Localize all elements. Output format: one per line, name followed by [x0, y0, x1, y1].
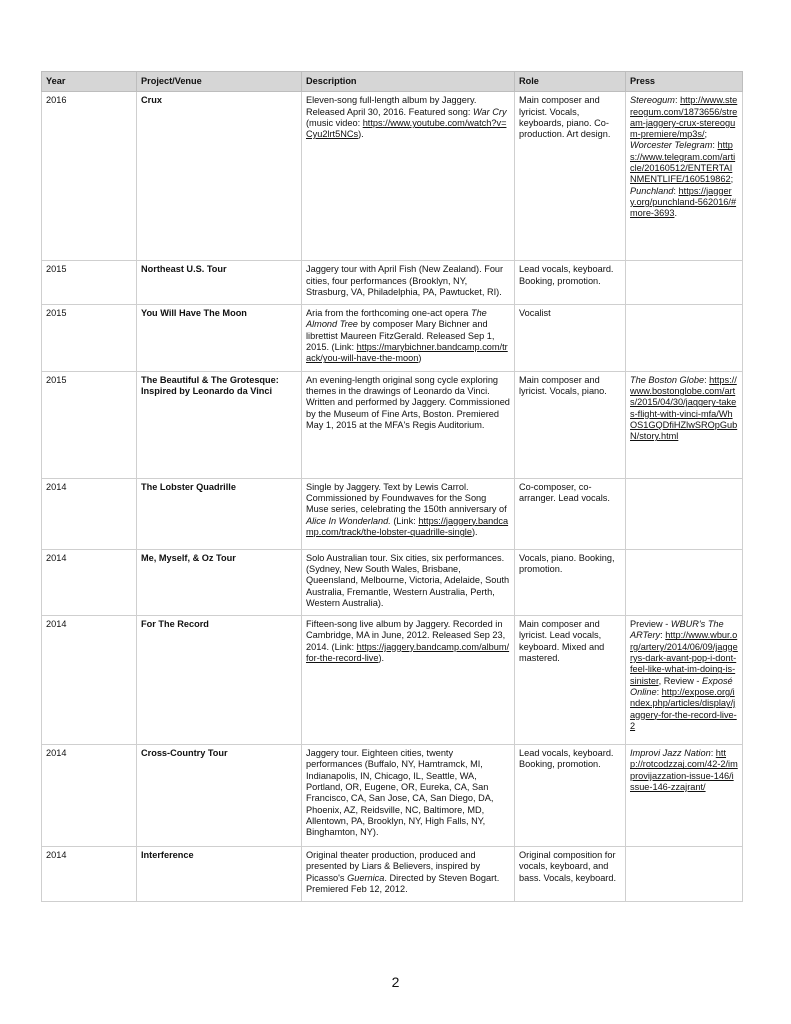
description-text: . Directed by Steven Bogart. Premiered Feb 12, 2012. — [306, 872, 500, 895]
cell-role: Vocals, piano. Booking, promotion. — [515, 549, 626, 615]
press-link[interactable]: https://www.telegram.com/article/20160512/ENTERTAINMENTLIFE/160519862 — [630, 140, 736, 185]
cell-year: 2014 — [42, 847, 137, 902]
cell-press — [626, 261, 743, 305]
table-row — [42, 847, 743, 902]
cell-project-venue: The Lobster Quadrille — [137, 478, 302, 549]
cell-role: Vocalist — [515, 305, 626, 371]
projects-table — [41, 71, 743, 902]
cell-year: 2014 — [42, 616, 137, 745]
press-text: Exposé Online — [630, 675, 733, 697]
press-text: , Review - — [658, 675, 702, 686]
press-link[interactable]: https://jaggery.org/punchland-562016/#more-3693 — [630, 185, 737, 219]
cell-project-venue: Cross-Country Tour — [137, 745, 302, 847]
cell-year: 2016 — [42, 92, 137, 261]
description-text: Aria from the forthcoming one-act opera — [306, 308, 471, 319]
header-description: Description — [302, 72, 515, 92]
cell-press — [626, 549, 743, 615]
cell-press — [626, 305, 743, 371]
cell-project-venue: You Will Have The Moon — [137, 305, 302, 371]
description-text: ) — [418, 353, 422, 364]
description-link[interactable]: https://marybichner.bandcamp.com/track/you-will-have-the-moon — [306, 342, 508, 364]
description-link[interactable]: https://jaggery.bandcamp.com/album/for-the-record-live — [306, 641, 510, 664]
cell-description — [302, 92, 515, 261]
table-row — [42, 478, 743, 549]
press-text: : — [673, 185, 679, 196]
table-body — [42, 92, 743, 902]
press-link[interactable]: https://www.bostonglobe.com/arts/2015/04/30/jaggery-takes-flight-with-vinci-mfa/WhOS1GQDfiHZlwSROpGubN/story.html — [630, 374, 738, 442]
press-text: Improvi Jazz Nation — [630, 748, 711, 759]
description-text: ). — [358, 129, 364, 140]
description-text: An evening-length original song cycle exploring themes in the drawings of Leonardo da Vinci. Written and performed by Jaggery. Commissioned by the Museum of Fine Arts, Boston. Premiered May 1, 2015 at the MFA's Regis Auditorium. — [306, 374, 510, 430]
cell-project-venue: The Beautiful & The Grotesque: Inspired by Leonardo da Vinci — [137, 371, 302, 478]
table-row — [42, 92, 743, 261]
description-text: War Cry — [473, 106, 507, 117]
press-text: Preview - — [630, 619, 671, 630]
description-text: Original theater production, produced and presented by Liars & Believers, inspired by Picasso's — [306, 850, 481, 883]
description-text: Jaggery tour with April Fish (New Zealand). Four cities, four performances (Brooklyn, NY, Strasburg, VA, Philadelphia, PA, Pawtucket, RI). — [306, 264, 504, 297]
description-text: ). — [378, 653, 385, 664]
description-text: Alice In Wonderland. — [306, 515, 391, 526]
cell-description — [302, 549, 515, 615]
description-text: by composer Mary Bichner and librettist Maureen FitzGerald. Released Sep 1, 2015. (Link: — [306, 319, 495, 353]
press-link[interactable]: http://rotcodzzaj.com/42-2/improvijazzation-issue-146/issue-146-zzajrant/ — [630, 748, 738, 793]
header-press: Press — [626, 72, 743, 92]
description-text: Fifteen-song live album by Jaggery. Recorded in Cambridge, MA in June, 2012. Released Sep 23, 2014. (Link: — [306, 619, 506, 652]
cell-role: Lead vocals, keyboard. Booking, promotion. — [515, 261, 626, 305]
table-row — [42, 549, 743, 615]
header-role: Role — [515, 72, 626, 92]
press-text: : — [704, 374, 710, 385]
cell-project-venue: Interference — [137, 847, 302, 902]
cell-role: Co-composer, co-arranger. Lead vocals. — [515, 478, 626, 549]
press-text: The Boston Globe — [630, 374, 705, 385]
press-text: Worcester Telegram — [630, 140, 713, 151]
table-row — [42, 305, 743, 371]
cell-project-venue: Northeast U.S. Tour — [137, 261, 302, 305]
cell-year: 2015 — [42, 261, 137, 305]
cell-year: 2014 — [42, 478, 137, 549]
description-text: The Almond Tree — [306, 308, 487, 330]
cell-role: Main composer and lyricist. Vocals, piano. — [515, 371, 626, 478]
press-text: ; — [704, 129, 708, 140]
press-text: . — [674, 208, 677, 219]
press-text: WBUR's The ARTery — [630, 619, 724, 641]
description-text: ). — [471, 526, 478, 537]
cell-year: 2015 — [42, 371, 137, 478]
table-row — [42, 616, 743, 745]
cell-description — [302, 305, 515, 371]
header-year: Year — [42, 72, 137, 92]
cell-press — [626, 478, 743, 549]
press-text: : — [674, 95, 681, 106]
table-row — [42, 745, 743, 847]
press-text: : — [656, 686, 662, 697]
press-text: : — [712, 140, 718, 151]
description-text: Single by Jaggery. Text by Lewis Carrol. Commissioned by Foundwaves for the Song Muse series, celebrating the 150th anniversary of — [306, 481, 507, 515]
cell-description — [302, 847, 515, 902]
press-text: : — [660, 630, 666, 641]
cell-press — [626, 371, 743, 478]
description-link[interactable]: https://jaggery.bandcamp.com/track/the-lobster-quadrille-single — [306, 515, 509, 537]
cell-press — [626, 745, 743, 847]
cell-project-venue: For The Record — [137, 616, 302, 745]
cell-project-venue: Me, Myself, & Oz Tour — [137, 549, 302, 615]
cell-year: 2014 — [42, 745, 137, 847]
cell-role: Original composition for vocals, keyboard, and bass. Vocals, keyboard. — [515, 847, 626, 902]
cell-role: Lead vocals, keyboard. Booking, promotion. — [515, 745, 626, 847]
description-text: Eleven-song full-length album by Jaggery. Released April 30, 2016. Featured song: — [306, 95, 477, 117]
cell-role: Main composer and lyricist. Vocals, keyboards, piano. Co-production. Art design. — [515, 92, 626, 261]
description-text: Jaggery tour. Eighteen cities, twenty performances (Buffalo, NY, Hamtramck, MI, Indianapolis, IN, Chicago, IL, Seattle, WA, Portland, OR, Eugene, OR, Eureka, CA, San Francisco, CA, San Jose, CA, San Diego, DA, Phoenix, AZ, Reidsville, NC, Baltimore, MD, Allentown, PA, Brooklyn, NY, High Falls, NY, Binghamton, NY). — [306, 748, 494, 838]
press-text: : — [710, 748, 716, 759]
press-text: Punchland — [630, 185, 674, 196]
page-number: 2 — [391, 974, 400, 990]
press-link[interactable]: http://expose.org/index.php/articles/display/jaggery-for-the-record-live-2 — [630, 686, 737, 731]
cell-description — [302, 371, 515, 478]
cell-description — [302, 745, 515, 847]
cell-description — [302, 478, 515, 549]
table-header-row — [42, 72, 743, 92]
description-text: (Link: — [390, 515, 419, 526]
cell-role: Main composer and lyricist. Lead vocals, keyboard. Mixed and mastered. — [515, 616, 626, 745]
cell-press — [626, 92, 743, 261]
cell-press — [626, 847, 743, 902]
press-link[interactable]: http://www.stereogum.com/1873656/stream-jaggery-crux-stereogum-premiere/mp3s/ — [630, 95, 738, 140]
cell-project-venue: Crux — [137, 92, 302, 261]
press-text: Stereogum — [630, 95, 675, 106]
description-text: (music video: — [306, 117, 363, 128]
description-text: Solo Australian tour. Six cities, six performances.(Sydney, New South Wales, Brisbane, Queensland, Melbourne, Victoria, Adelaide, South Australia, Fremantle, Western Australia, Perth, Western Australia). — [306, 552, 510, 608]
description-link[interactable]: https://www.youtube.com/watch?v=Cyu2lrt5NCs — [306, 117, 507, 140]
table-row — [42, 371, 743, 478]
header-project-venue: Project/Venue — [137, 72, 302, 92]
description-text: Guernica — [347, 872, 385, 883]
press-link[interactable]: http://www.wbur.org/artery/2014/06/09/jaggerys-dark-avant-pop-i-dont-feel-like-what-im-doing-is-sinister — [630, 630, 738, 686]
cell-year: 2015 — [42, 305, 137, 371]
cell-description — [302, 261, 515, 305]
cell-description — [302, 616, 515, 745]
cell-year: 2014 — [42, 549, 137, 615]
table-row — [42, 261, 743, 305]
cell-press — [626, 616, 743, 745]
press-text: ; — [730, 174, 734, 185]
